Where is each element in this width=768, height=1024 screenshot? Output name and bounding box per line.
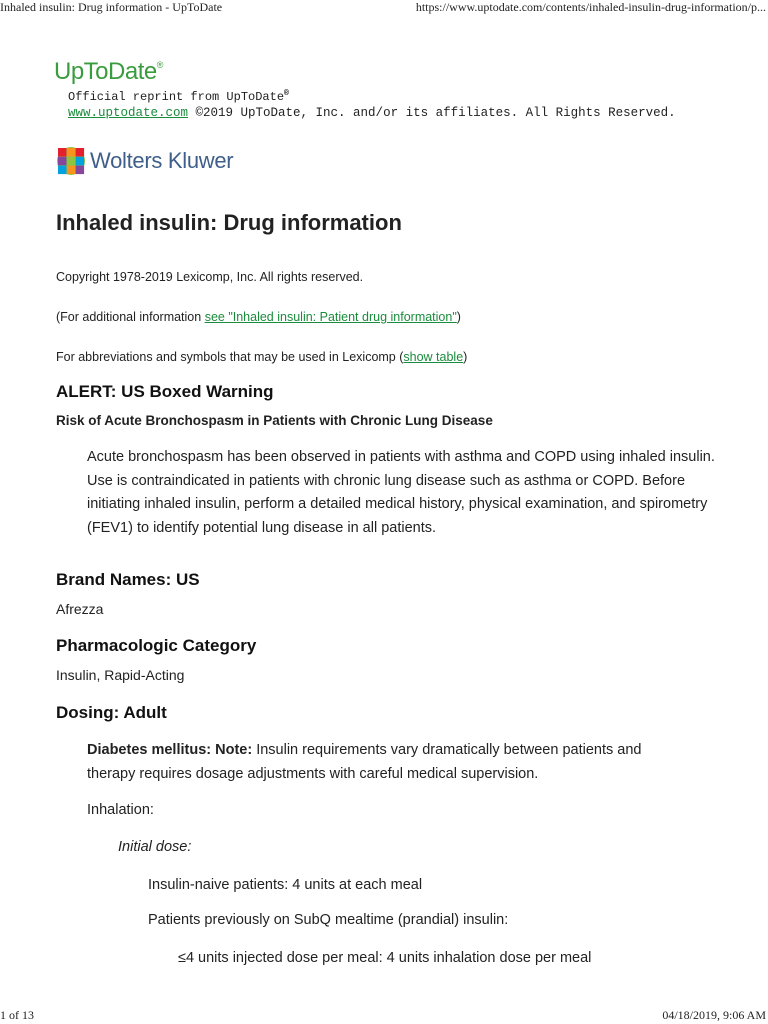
publisher-logo: [56, 145, 233, 177]
insulin-naive-dose: Insulin-naive patients: 4 units at each meal: [148, 877, 423, 893]
initial-dose-label: [118, 839, 191, 855]
pharmacologic-category-value: Insulin, Rapid-Acting: [56, 667, 185, 683]
wolters-kluwer-logo-icon: [56, 146, 86, 176]
brand-name-value: Afrezza: [56, 601, 104, 617]
dosing-adult-heading: Dosing: Adult: [56, 703, 167, 722]
abbreviations-line: [56, 350, 467, 364]
additional-suffix: ): [456, 310, 461, 324]
print-header-url: https://www.uptodate.com/contents/inhaled-insulin-drug-information/p...: [415, 0, 766, 14]
dosing-note: [87, 742, 641, 758]
copyright-line: Copyright 1978-2019 Lexicomp, Inc. All rights reserved.: [56, 270, 364, 284]
alert-heading: ALERT: US Boxed Warning: [56, 382, 274, 401]
logo-registered-mark: ®: [156, 60, 163, 70]
page-title: Inhaled insulin: Drug information: [56, 210, 402, 235]
show-table-link[interactable]: show table: [403, 350, 464, 364]
print-header-title: Inhaled insulin: Drug information - UpToDate: [0, 0, 223, 14]
alert-subheading: Risk of Acute Bronchospasm in Patients with Chronic Lung Disease: [56, 413, 493, 428]
abbrev-prefix: For abbreviations and symbols that may be used in Lexicomp (: [56, 350, 404, 364]
boxed-warning-text: Acute bronchospasm has been observed in patients with asthma and COPD using inhaled insulin. Use is contraindicated in patients with chronic lung disease such as asthma or COPD. Before initiating inhaled insulin, perform a detailed medical history, physical examination, and spirometry (FEV1) to identify potential lung disease in all patients.: [87, 449, 715, 536]
conversion-dose: ≤4 units injected dose per meal: 4 units inhalation dose per meal: [178, 950, 592, 966]
initial-dose-text: Initial dose:: [118, 839, 192, 855]
reprint-registered-mark: ®: [284, 89, 289, 98]
dosing-note-label: Diabetes mellitus: Note:: [87, 742, 253, 758]
pharmacologic-category-heading: Pharmacologic Category: [56, 636, 257, 655]
reprint-copyright: [68, 106, 676, 120]
dosing-note-line1: Insulin requirements vary dramatically between patients and: [252, 742, 642, 758]
uptodate-logo: [54, 58, 163, 86]
publisher-name: Wolters Kluwer: [90, 148, 234, 173]
print-header: [0, 0, 768, 16]
print-date: 04/18/2019, 9:06 AM: [662, 1008, 766, 1022]
dosing-route: Inhalation:: [87, 802, 154, 818]
uptodate-logo-text: UpToDate: [54, 58, 157, 85]
print-footer: [0, 1008, 768, 1024]
brand-names-heading: Brand Names: US: [56, 570, 200, 589]
previous-insulin-dose: Patients previously on SubQ mealtime (prandial) insulin:: [148, 912, 509, 928]
reprint-notice: [68, 89, 289, 104]
dosing-note-line2: therapy requires dosage adjustments with careful medical supervision.: [87, 766, 539, 782]
uptodate-link[interactable]: www.uptodate.com: [68, 106, 189, 120]
abbrev-suffix: ): [463, 350, 468, 364]
additional-info-line: [56, 310, 461, 324]
additional-prefix: (For additional information: [56, 310, 205, 324]
page-number: 1 of 13: [0, 1008, 34, 1022]
reprint-rights: ©2019 UpToDate, Inc. and/or its affiliates. All Rights Reserved.: [188, 106, 676, 120]
reprint-line1: Official reprint from UpToDate: [68, 90, 285, 104]
patient-info-link[interactable]: see "Inhaled insulin: Patient drug information": [204, 310, 457, 324]
